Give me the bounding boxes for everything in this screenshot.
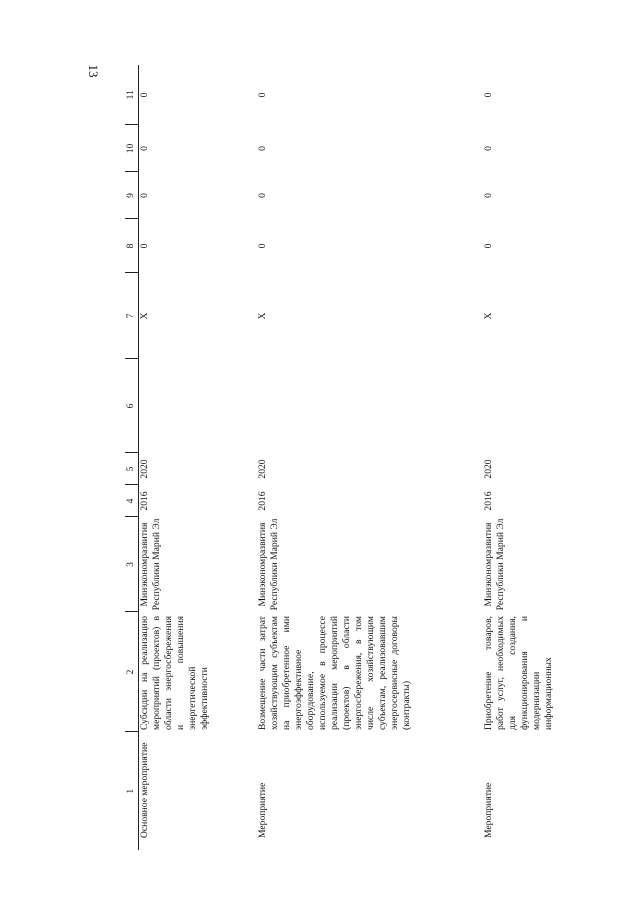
col10-value: 0 [256,146,268,151]
page-number: 13 [86,64,101,78]
column-number: 6 [125,359,139,453]
program-activities-table [125,65,555,850]
column-number: 4 [125,485,139,517]
col7-value: Х [256,312,268,320]
start-year: 2016 [256,491,268,511]
activity-type: Основное мероприятие [139,742,150,838]
column-number: 7 [125,273,139,359]
activity-description: Возмещение части затрат хозяйствующим субъектам на приобретенное ими энергоэффективное оборудование, используемое в процессе реализации мероприятий (проектов) в области энергосбережения, в том числе хозяйствующим субъектам, реализовавшим энергосервисные договоры (контракты) [256,616,412,730]
col11-value: 0 [139,92,150,98]
column-number: 10 [125,125,139,172]
col9-value: 0 [256,193,268,198]
start-year: 2016 [139,491,150,511]
column-number: 2 [125,612,139,732]
activity-type: Мероприятие [256,782,268,838]
column-number: 1 [125,732,139,850]
table-row [483,65,555,850]
table-row [139,65,257,850]
end-year: 2020 [482,459,494,479]
end-year: 2020 [256,459,268,479]
col7-value: Х [139,312,150,320]
activity-description: Приобретение товаров, работ услуг, необходимых для создания, функционирования и модернизации информационных [482,616,554,730]
column-number: 5 [125,453,139,485]
column-number: 3 [125,517,139,612]
col6-value [139,359,257,453]
col10-value: 0 [139,146,150,151]
col8-value: 0 [256,243,268,249]
col6-value [257,359,483,453]
col9-value: 0 [139,193,150,198]
col8-value: 0 [482,243,494,249]
activity-description: Субсидии на реализацию мероприятий (проектов) в области энергосбережения и повышения энергетической эффективности [139,616,210,730]
col10-value: 0 [482,146,494,151]
col6-value [483,359,555,453]
column-number: 9 [125,172,139,219]
col11-value: 0 [482,92,494,98]
column-number: 8 [125,219,139,273]
start-year: 2016 [482,491,494,511]
column-number-row [125,65,139,850]
column-number: 11 [125,65,139,125]
col9-value: 0 [482,193,494,198]
col11-value: 0 [256,92,268,98]
activity-type: Мероприятие [482,782,494,838]
end-year: 2020 [139,459,150,479]
responsible-executor: Минэкономразвития Республики Марий Эл [139,518,162,611]
responsible-executor: Минэкономразвития Республики Марий Эл [482,518,506,611]
responsible-executor: Минэкономразвития Республики Марий Эл [256,518,280,611]
rotated-table-container [125,65,554,850]
col8-value: 0 [139,243,150,249]
col7-value: Х [482,312,494,320]
table-row [257,65,483,850]
